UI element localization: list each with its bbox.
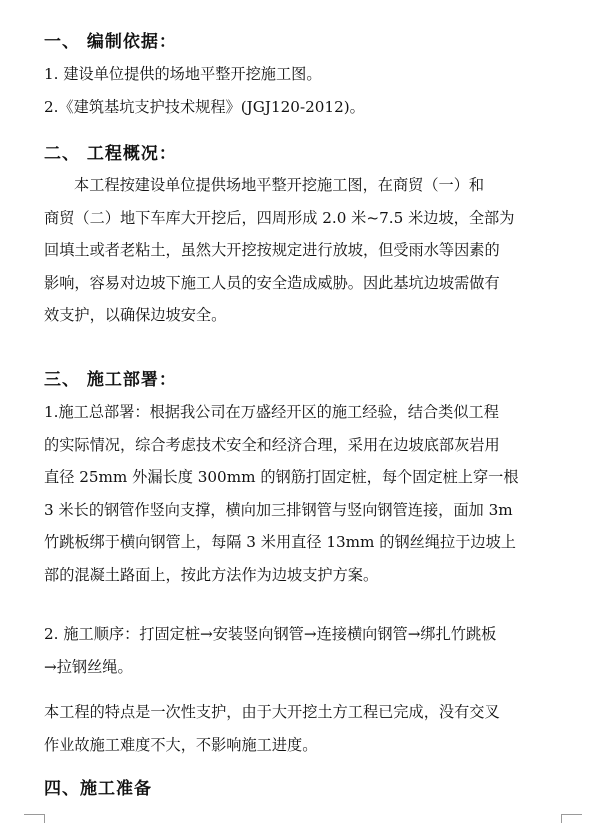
page-corner-mark-left: [24, 814, 45, 823]
section-heading-basis: 一、 编制依据：: [44, 32, 177, 52]
deployment-line: 1.施工总部署：根据我公司在万盛经开区的施工经验，结合类似工程: [44, 403, 499, 421]
deployment-overall-paragraph: [44, 396, 564, 591]
basis-item-1: 1. 建设单位提供的场地平整开挖施工图。: [44, 65, 322, 83]
deployment-line: 部的混凝土路面上，按此方法作为边坡支护方案。: [44, 565, 379, 584]
deployment-line: 竹跳板绑于横向钢管上，每隔 3 米用直径 13mm 的钢丝绳拉于边坡上: [44, 533, 516, 551]
section-heading-deployment: 三、 施工部署：: [44, 370, 177, 390]
sequence-line: 2. 施工顺序：打固定桩→安装竖向钢管→连接横向钢管→绑扎竹跳板: [44, 625, 497, 643]
features-line: 本工程的特点是一次性支护，由于大开挖土方工程已完成，没有交叉: [44, 703, 500, 721]
deployment-line: 3 米长的钢管作竖向支撑，横向加三排钢管与竖向钢管连接，面加 3m: [44, 500, 513, 519]
overview-line: 影响，容易对边坡下施工人员的安全造成威胁。因此基坑边坡需做有: [44, 273, 500, 292]
overview-paragraph: [44, 169, 564, 332]
overview-line: 本工程按建设单位提供场地平整开挖施工图，在商贸（一）和: [74, 176, 485, 194]
basis-item-2: 2.《建筑基坑支护技术规程》(JGJ120-2012)。: [44, 97, 365, 116]
deployment-line: 的实际情况，综合考虑技术安全和经济合理，采用在边坡底部灰岩用: [44, 435, 500, 454]
overview-line: 回填土或者老粘土，虽然大开挖按规定进行放坡，但受雨水等因素的: [44, 241, 500, 259]
page-corner-mark-right: [561, 814, 582, 823]
features-paragraph: [44, 696, 564, 761]
features-line: 作业故施工难度不大，不影响施工进度。: [44, 735, 318, 754]
deployment-line: 直径 25mm 外漏长度 300mm 的钢筋打固定桩，每个固定桩上穿一根: [44, 468, 519, 486]
basis-paragraph: [44, 58, 564, 123]
overview-line: 商贸（二）地下车库大开挖后，四周形成 2.0 米~7.5 米边坡，全部为: [44, 208, 515, 227]
deployment-sequence-paragraph: [44, 618, 564, 683]
section-heading-overview: 二、 工程概况：: [44, 144, 177, 164]
section-heading-preparation: 四、施工准备: [44, 779, 152, 799]
sequence-line: →拉钢丝绳。: [44, 657, 133, 676]
overview-line: 效支护，以确保边坡安全。: [44, 306, 227, 324]
